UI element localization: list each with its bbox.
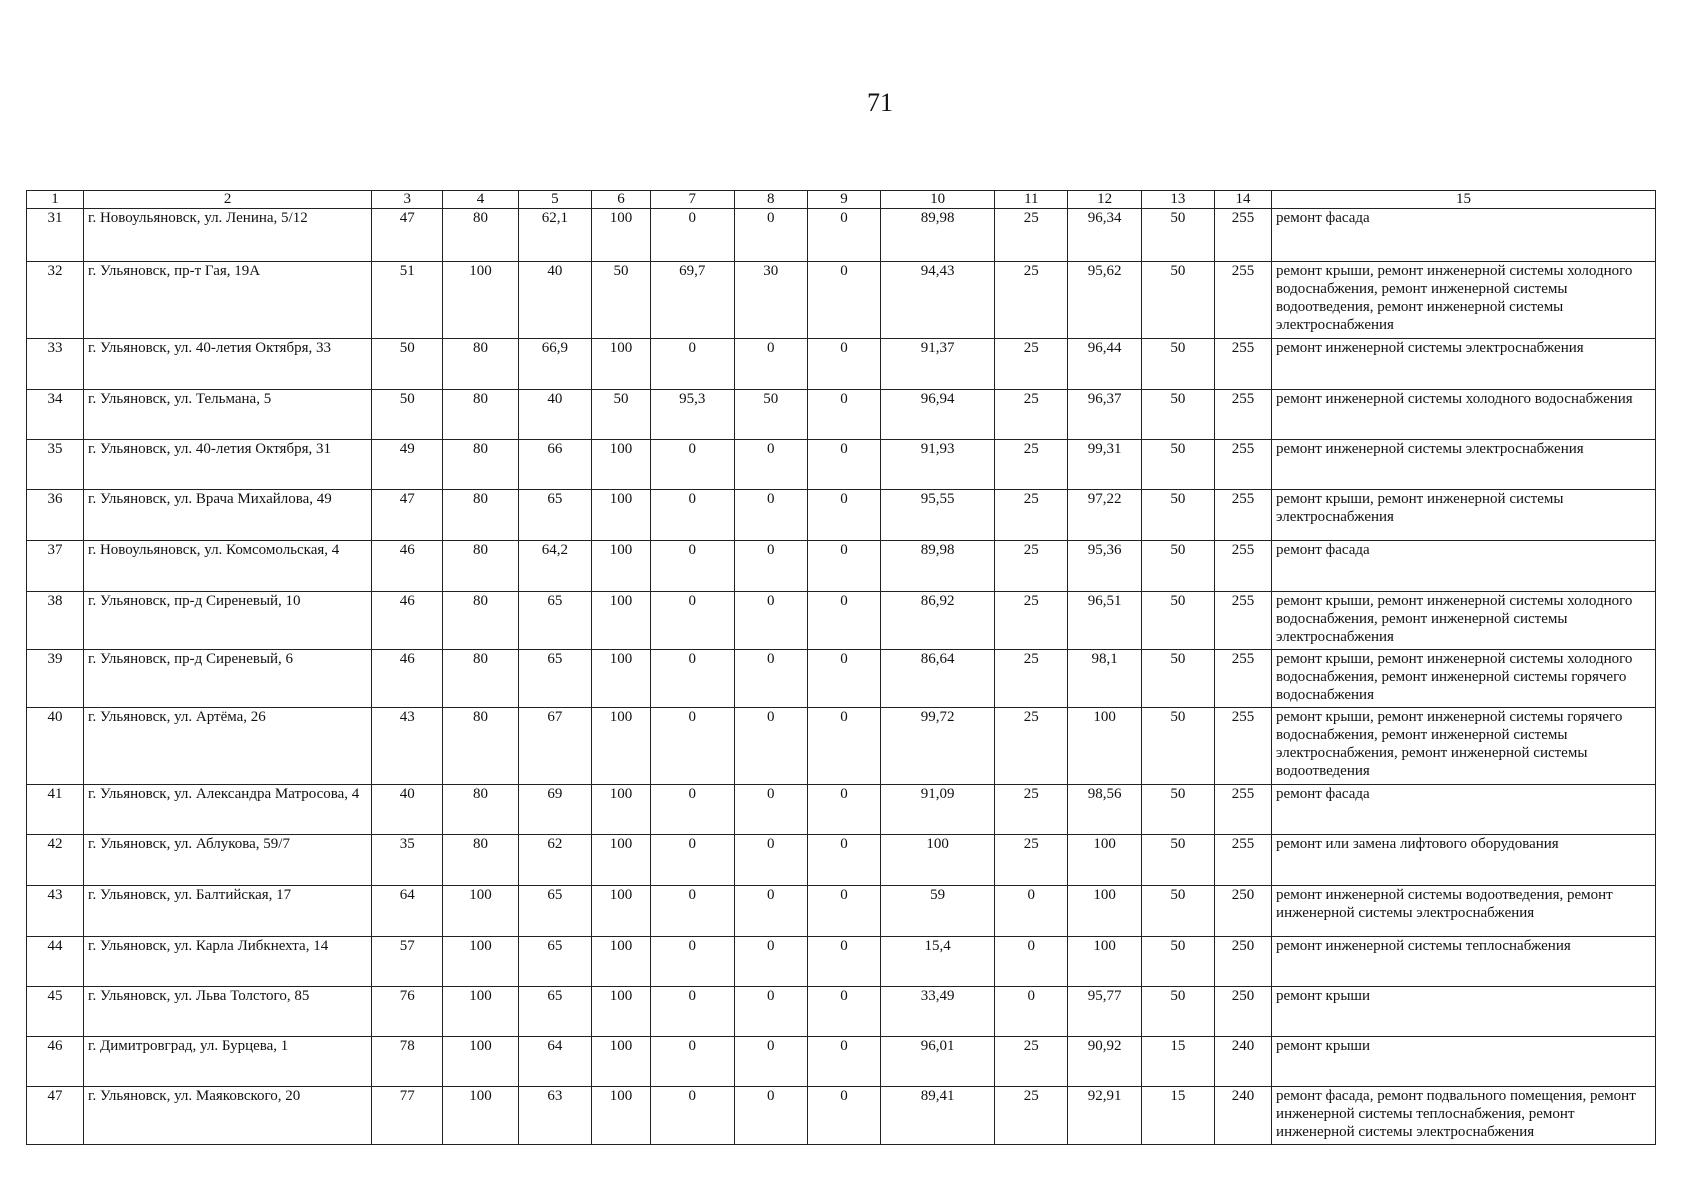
value-cell: 80 xyxy=(443,708,518,785)
value-cell: 98,56 xyxy=(1068,785,1141,835)
value-cell: 25 xyxy=(995,785,1068,835)
value-cell: 100 xyxy=(443,1037,518,1087)
value-cell: 51 xyxy=(372,262,443,339)
value-cell: 25 xyxy=(995,1037,1068,1087)
total-cell: 255 xyxy=(1215,262,1272,339)
column-header: 8 xyxy=(734,191,807,209)
table-row xyxy=(27,390,1656,440)
value-cell: 0 xyxy=(807,209,880,262)
value-cell: 99,31 xyxy=(1068,440,1141,490)
page-number: 71 xyxy=(867,88,893,117)
total-cell: 240 xyxy=(1215,1037,1272,1087)
value-cell: 80 xyxy=(443,490,518,541)
value-cell: 25 xyxy=(995,650,1068,708)
table-row xyxy=(27,541,1656,592)
value-cell: 35 xyxy=(372,835,443,886)
value-cell: 0 xyxy=(807,987,880,1037)
value-cell: 0 xyxy=(651,440,734,490)
work-description-cell: ремонт крыши, ремонт инженерной системы холодного водоснабжения, ремонт инженерной системы электроснабжения xyxy=(1272,592,1656,650)
value-cell: 100 xyxy=(1068,937,1141,987)
column-number-row xyxy=(27,191,1656,209)
value-cell: 0 xyxy=(807,592,880,650)
row-number-cell: 34 xyxy=(27,390,84,440)
value-cell: 100 xyxy=(443,937,518,987)
total-cell: 255 xyxy=(1215,490,1272,541)
column-header: 6 xyxy=(592,191,651,209)
value-cell: 50 xyxy=(734,390,807,440)
total-cell: 255 xyxy=(1215,650,1272,708)
value-cell: 64,2 xyxy=(518,541,591,592)
value-cell: 25 xyxy=(995,209,1068,262)
row-number-cell: 43 xyxy=(27,886,84,937)
work-description-cell: ремонт фасада xyxy=(1272,209,1656,262)
table-row xyxy=(27,1037,1656,1087)
value-cell: 96,94 xyxy=(881,390,995,440)
value-cell: 100 xyxy=(881,835,995,886)
value-cell: 40 xyxy=(518,262,591,339)
value-cell: 0 xyxy=(651,937,734,987)
value-cell: 66 xyxy=(518,440,591,490)
value-cell: 100 xyxy=(1068,708,1141,785)
value-cell: 50 xyxy=(1141,262,1214,339)
row-number-cell: 32 xyxy=(27,262,84,339)
value-cell: 50 xyxy=(372,390,443,440)
total-cell: 255 xyxy=(1215,541,1272,592)
address-cell: г. Ульяновск, пр-т Гая, 19А xyxy=(84,262,372,339)
value-cell: 100 xyxy=(592,541,651,592)
value-cell: 80 xyxy=(443,440,518,490)
value-cell: 0 xyxy=(734,886,807,937)
value-cell: 46 xyxy=(372,592,443,650)
work-description-cell: ремонт крыши, ремонт инженерной системы холодного водоснабжения, ремонт инженерной системы горячего водоснабжения xyxy=(1272,650,1656,708)
row-number-cell: 47 xyxy=(27,1087,84,1145)
value-cell: 96,44 xyxy=(1068,339,1141,390)
address-cell: г. Новоульяновск, ул. Ленина, 5/12 xyxy=(84,209,372,262)
row-number-cell: 45 xyxy=(27,987,84,1037)
value-cell: 0 xyxy=(734,937,807,987)
address-cell: г. Ульяновск, ул. Врача Михайлова, 49 xyxy=(84,490,372,541)
value-cell: 76 xyxy=(372,987,443,1037)
value-cell: 0 xyxy=(807,785,880,835)
value-cell: 0 xyxy=(807,650,880,708)
address-cell: г. Ульяновск, ул. Балтийская, 17 xyxy=(84,886,372,937)
value-cell: 0 xyxy=(734,785,807,835)
value-cell: 80 xyxy=(443,339,518,390)
value-cell: 0 xyxy=(734,650,807,708)
value-cell: 59 xyxy=(881,886,995,937)
value-cell: 50 xyxy=(1141,987,1214,1037)
value-cell: 98,1 xyxy=(1068,650,1141,708)
value-cell: 89,98 xyxy=(881,209,995,262)
total-cell: 250 xyxy=(1215,987,1272,1037)
value-cell: 80 xyxy=(443,592,518,650)
value-cell: 100 xyxy=(443,1087,518,1145)
value-cell: 0 xyxy=(734,708,807,785)
total-cell: 255 xyxy=(1215,785,1272,835)
column-header: 1 xyxy=(27,191,84,209)
value-cell: 25 xyxy=(995,835,1068,886)
value-cell: 78 xyxy=(372,1037,443,1087)
value-cell: 100 xyxy=(592,785,651,835)
value-cell: 25 xyxy=(995,708,1068,785)
value-cell: 100 xyxy=(443,987,518,1037)
value-cell: 64 xyxy=(372,886,443,937)
value-cell: 100 xyxy=(592,1087,651,1145)
address-cell: г. Ульяновск, ул. Александра Матросова, 4 xyxy=(84,785,372,835)
address-cell: г. Димитровград, ул. Бурцева, 1 xyxy=(84,1037,372,1087)
address-cell: г. Ульяновск, ул. Тельмана, 5 xyxy=(84,390,372,440)
column-header: 14 xyxy=(1215,191,1272,209)
value-cell: 15,4 xyxy=(881,937,995,987)
work-description-cell: ремонт инженерной системы холодного водоснабжения xyxy=(1272,390,1656,440)
value-cell: 80 xyxy=(443,785,518,835)
value-cell: 50 xyxy=(1141,390,1214,440)
value-cell: 65 xyxy=(518,987,591,1037)
value-cell: 0 xyxy=(734,835,807,886)
value-cell: 69 xyxy=(518,785,591,835)
value-cell: 0 xyxy=(995,886,1068,937)
value-cell: 0 xyxy=(807,440,880,490)
value-cell: 95,3 xyxy=(651,390,734,440)
column-header: 10 xyxy=(881,191,995,209)
row-number-cell: 38 xyxy=(27,592,84,650)
value-cell: 0 xyxy=(807,835,880,886)
value-cell: 69,7 xyxy=(651,262,734,339)
value-cell: 25 xyxy=(995,1087,1068,1145)
value-cell: 0 xyxy=(651,541,734,592)
value-cell: 0 xyxy=(651,987,734,1037)
value-cell: 100 xyxy=(592,440,651,490)
column-header: 12 xyxy=(1068,191,1141,209)
value-cell: 57 xyxy=(372,937,443,987)
value-cell: 15 xyxy=(1141,1087,1214,1145)
value-cell: 25 xyxy=(995,390,1068,440)
value-cell: 95,55 xyxy=(881,490,995,541)
value-cell: 100 xyxy=(592,708,651,785)
value-cell: 80 xyxy=(443,541,518,592)
work-description-cell: ремонт инженерной системы водоотведения, ремонт инженерной системы электроснабжения xyxy=(1272,886,1656,937)
value-cell: 47 xyxy=(372,490,443,541)
value-cell: 67 xyxy=(518,708,591,785)
row-number-cell: 40 xyxy=(27,708,84,785)
value-cell: 100 xyxy=(592,490,651,541)
column-header: 5 xyxy=(518,191,591,209)
value-cell: 0 xyxy=(651,835,734,886)
value-cell: 0 xyxy=(807,390,880,440)
value-cell: 91,37 xyxy=(881,339,995,390)
row-number-cell: 42 xyxy=(27,835,84,886)
value-cell: 0 xyxy=(807,541,880,592)
total-cell: 250 xyxy=(1215,886,1272,937)
address-cell: г. Ульяновск, ул. Аблукова, 59/7 xyxy=(84,835,372,886)
value-cell: 63 xyxy=(518,1087,591,1145)
value-cell: 50 xyxy=(1141,339,1214,390)
value-cell: 96,01 xyxy=(881,1037,995,1087)
column-header: 2 xyxy=(84,191,372,209)
value-cell: 80 xyxy=(443,209,518,262)
table-row xyxy=(27,650,1656,708)
value-cell: 100 xyxy=(443,262,518,339)
table-row xyxy=(27,262,1656,339)
value-cell: 50 xyxy=(1141,785,1214,835)
table-row xyxy=(27,339,1656,390)
value-cell: 0 xyxy=(734,1037,807,1087)
value-cell: 0 xyxy=(651,1037,734,1087)
value-cell: 86,64 xyxy=(881,650,995,708)
value-cell: 95,36 xyxy=(1068,541,1141,592)
value-cell: 0 xyxy=(734,592,807,650)
value-cell: 50 xyxy=(1141,209,1214,262)
value-cell: 25 xyxy=(995,592,1068,650)
value-cell: 100 xyxy=(443,886,518,937)
row-number-cell: 33 xyxy=(27,339,84,390)
total-cell: 255 xyxy=(1215,339,1272,390)
work-description-cell: ремонт фасада xyxy=(1272,785,1656,835)
row-number-cell: 35 xyxy=(27,440,84,490)
value-cell: 65 xyxy=(518,886,591,937)
table-row xyxy=(27,886,1656,937)
value-cell: 96,51 xyxy=(1068,592,1141,650)
address-cell: г. Ульяновск, ул. 40-летия Октября, 31 xyxy=(84,440,372,490)
value-cell: 0 xyxy=(651,339,734,390)
value-cell: 62,1 xyxy=(518,209,591,262)
value-cell: 91,09 xyxy=(881,785,995,835)
value-cell: 50 xyxy=(1141,440,1214,490)
total-cell: 240 xyxy=(1215,1087,1272,1145)
address-cell: г. Ульяновск, ул. Карла Либкнехта, 14 xyxy=(84,937,372,987)
value-cell: 65 xyxy=(518,650,591,708)
value-cell: 0 xyxy=(734,490,807,541)
value-cell: 0 xyxy=(651,785,734,835)
row-number-cell: 41 xyxy=(27,785,84,835)
table-row xyxy=(27,987,1656,1037)
value-cell: 0 xyxy=(651,1087,734,1145)
value-cell: 100 xyxy=(592,339,651,390)
work-description-cell: ремонт крыши, ремонт инженерной системы горячего водоснабжения, ремонт инженерной системы электроснабжения, ремонт инженерной системы водоотведения xyxy=(1272,708,1656,785)
value-cell: 62 xyxy=(518,835,591,886)
address-cell: г. Ульяновск, пр-д Сиреневый, 6 xyxy=(84,650,372,708)
work-description-cell: ремонт инженерной системы электроснабжения xyxy=(1272,440,1656,490)
column-header: 15 xyxy=(1272,191,1656,209)
column-header: 7 xyxy=(651,191,734,209)
value-cell: 66,9 xyxy=(518,339,591,390)
column-header: 3 xyxy=(372,191,443,209)
value-cell: 30 xyxy=(734,262,807,339)
value-cell: 90,92 xyxy=(1068,1037,1141,1087)
value-cell: 100 xyxy=(1068,835,1141,886)
table-row xyxy=(27,209,1656,262)
work-description-cell: ремонт крыши xyxy=(1272,987,1656,1037)
value-cell: 25 xyxy=(995,440,1068,490)
value-cell: 100 xyxy=(592,650,651,708)
total-cell: 255 xyxy=(1215,209,1272,262)
table-row xyxy=(27,490,1656,541)
total-cell: 255 xyxy=(1215,708,1272,785)
column-header: 4 xyxy=(443,191,518,209)
work-description-cell: ремонт инженерной системы теплоснабжения xyxy=(1272,937,1656,987)
value-cell: 64 xyxy=(518,1037,591,1087)
value-cell: 99,72 xyxy=(881,708,995,785)
value-cell: 49 xyxy=(372,440,443,490)
column-header: 11 xyxy=(995,191,1068,209)
value-cell: 97,22 xyxy=(1068,490,1141,541)
work-description-cell: ремонт фасада, ремонт подвального помещения, ремонт инженерной системы теплоснабжения, ремонт инженерной системы электроснабжения xyxy=(1272,1087,1656,1145)
value-cell: 50 xyxy=(1141,592,1214,650)
value-cell: 0 xyxy=(995,987,1068,1037)
value-cell: 0 xyxy=(651,209,734,262)
work-description-cell: ремонт или замена лифтового оборудования xyxy=(1272,835,1656,886)
value-cell: 50 xyxy=(592,390,651,440)
value-cell: 43 xyxy=(372,708,443,785)
value-cell: 0 xyxy=(807,1087,880,1145)
row-number-cell: 36 xyxy=(27,490,84,541)
value-cell: 80 xyxy=(443,650,518,708)
value-cell: 92,91 xyxy=(1068,1087,1141,1145)
value-cell: 0 xyxy=(651,708,734,785)
work-description-cell: ремонт крыши, ремонт инженерной системы холодного водоснабжения, ремонт инженерной системы водоотведения, ремонт инженерной системы электроснабжения xyxy=(1272,262,1656,339)
work-description-cell: ремонт крыши xyxy=(1272,1037,1656,1087)
value-cell: 50 xyxy=(1141,650,1214,708)
value-cell: 91,93 xyxy=(881,440,995,490)
value-cell: 86,92 xyxy=(881,592,995,650)
value-cell: 0 xyxy=(807,339,880,390)
value-cell: 100 xyxy=(592,209,651,262)
row-number-cell: 37 xyxy=(27,541,84,592)
value-cell: 0 xyxy=(807,708,880,785)
value-cell: 0 xyxy=(807,937,880,987)
value-cell: 50 xyxy=(1141,708,1214,785)
value-cell: 25 xyxy=(995,262,1068,339)
table-row xyxy=(27,785,1656,835)
value-cell: 0 xyxy=(651,650,734,708)
work-description-cell: ремонт фасада xyxy=(1272,541,1656,592)
value-cell: 40 xyxy=(372,785,443,835)
value-cell: 0 xyxy=(807,262,880,339)
value-cell: 65 xyxy=(518,490,591,541)
address-cell: г. Ульяновск, ул. Маяковского, 20 xyxy=(84,1087,372,1145)
value-cell: 0 xyxy=(651,886,734,937)
value-cell: 50 xyxy=(372,339,443,390)
row-number-cell: 46 xyxy=(27,1037,84,1087)
value-cell: 65 xyxy=(518,592,591,650)
data-table xyxy=(26,190,1656,1145)
total-cell: 255 xyxy=(1215,835,1272,886)
value-cell: 0 xyxy=(734,1087,807,1145)
value-cell: 25 xyxy=(995,541,1068,592)
value-cell: 89,98 xyxy=(881,541,995,592)
value-cell: 15 xyxy=(1141,1037,1214,1087)
value-cell: 0 xyxy=(651,490,734,541)
value-cell: 47 xyxy=(372,209,443,262)
value-cell: 50 xyxy=(1141,490,1214,541)
value-cell: 100 xyxy=(592,835,651,886)
value-cell: 77 xyxy=(372,1087,443,1145)
address-cell: г. Ульяновск, ул. Артёма, 26 xyxy=(84,708,372,785)
row-number-cell: 44 xyxy=(27,937,84,987)
table-row xyxy=(27,440,1656,490)
value-cell: 0 xyxy=(734,440,807,490)
value-cell: 65 xyxy=(518,937,591,987)
table-row xyxy=(27,592,1656,650)
work-description-cell: ремонт крыши, ремонт инженерной системы электроснабжения xyxy=(1272,490,1656,541)
column-header: 13 xyxy=(1141,191,1214,209)
value-cell: 0 xyxy=(734,339,807,390)
value-cell: 0 xyxy=(734,209,807,262)
value-cell: 0 xyxy=(807,886,880,937)
value-cell: 100 xyxy=(592,937,651,987)
value-cell: 94,43 xyxy=(881,262,995,339)
value-cell: 50 xyxy=(592,262,651,339)
value-cell: 0 xyxy=(651,592,734,650)
value-cell: 46 xyxy=(372,650,443,708)
value-cell: 25 xyxy=(995,490,1068,541)
value-cell: 100 xyxy=(592,987,651,1037)
value-cell: 50 xyxy=(1141,835,1214,886)
value-cell: 95,62 xyxy=(1068,262,1141,339)
table-row xyxy=(27,708,1656,785)
table-row xyxy=(27,1087,1656,1145)
value-cell: 0 xyxy=(734,987,807,1037)
value-cell: 0 xyxy=(995,937,1068,987)
address-cell: г. Новоульяновск, ул. Комсомольская, 4 xyxy=(84,541,372,592)
value-cell: 46 xyxy=(372,541,443,592)
value-cell: 100 xyxy=(592,886,651,937)
work-description-cell: ремонт инженерной системы электроснабжения xyxy=(1272,339,1656,390)
table-row xyxy=(27,835,1656,886)
value-cell: 96,34 xyxy=(1068,209,1141,262)
table-row xyxy=(27,937,1656,987)
total-cell: 255 xyxy=(1215,390,1272,440)
address-cell: г. Ульяновск, ул. Льва Толстого, 85 xyxy=(84,987,372,1037)
value-cell: 80 xyxy=(443,390,518,440)
value-cell: 50 xyxy=(1141,937,1214,987)
address-cell: г. Ульяновск, пр-д Сиреневый, 10 xyxy=(84,592,372,650)
value-cell: 40 xyxy=(518,390,591,440)
value-cell: 89,41 xyxy=(881,1087,995,1145)
total-cell: 255 xyxy=(1215,592,1272,650)
row-number-cell: 39 xyxy=(27,650,84,708)
value-cell: 50 xyxy=(1141,886,1214,937)
address-cell: г. Ульяновск, ул. 40-летия Октября, 33 xyxy=(84,339,372,390)
value-cell: 0 xyxy=(807,490,880,541)
value-cell: 100 xyxy=(1068,886,1141,937)
value-cell: 33,49 xyxy=(881,987,995,1037)
row-number-cell: 31 xyxy=(27,209,84,262)
value-cell: 80 xyxy=(443,835,518,886)
value-cell: 0 xyxy=(734,541,807,592)
value-cell: 50 xyxy=(1141,541,1214,592)
value-cell: 100 xyxy=(592,592,651,650)
total-cell: 250 xyxy=(1215,937,1272,987)
column-header: 9 xyxy=(807,191,880,209)
value-cell: 100 xyxy=(592,1037,651,1087)
total-cell: 255 xyxy=(1215,440,1272,490)
value-cell: 95,77 xyxy=(1068,987,1141,1037)
value-cell: 96,37 xyxy=(1068,390,1141,440)
value-cell: 25 xyxy=(995,339,1068,390)
value-cell: 0 xyxy=(807,1037,880,1087)
